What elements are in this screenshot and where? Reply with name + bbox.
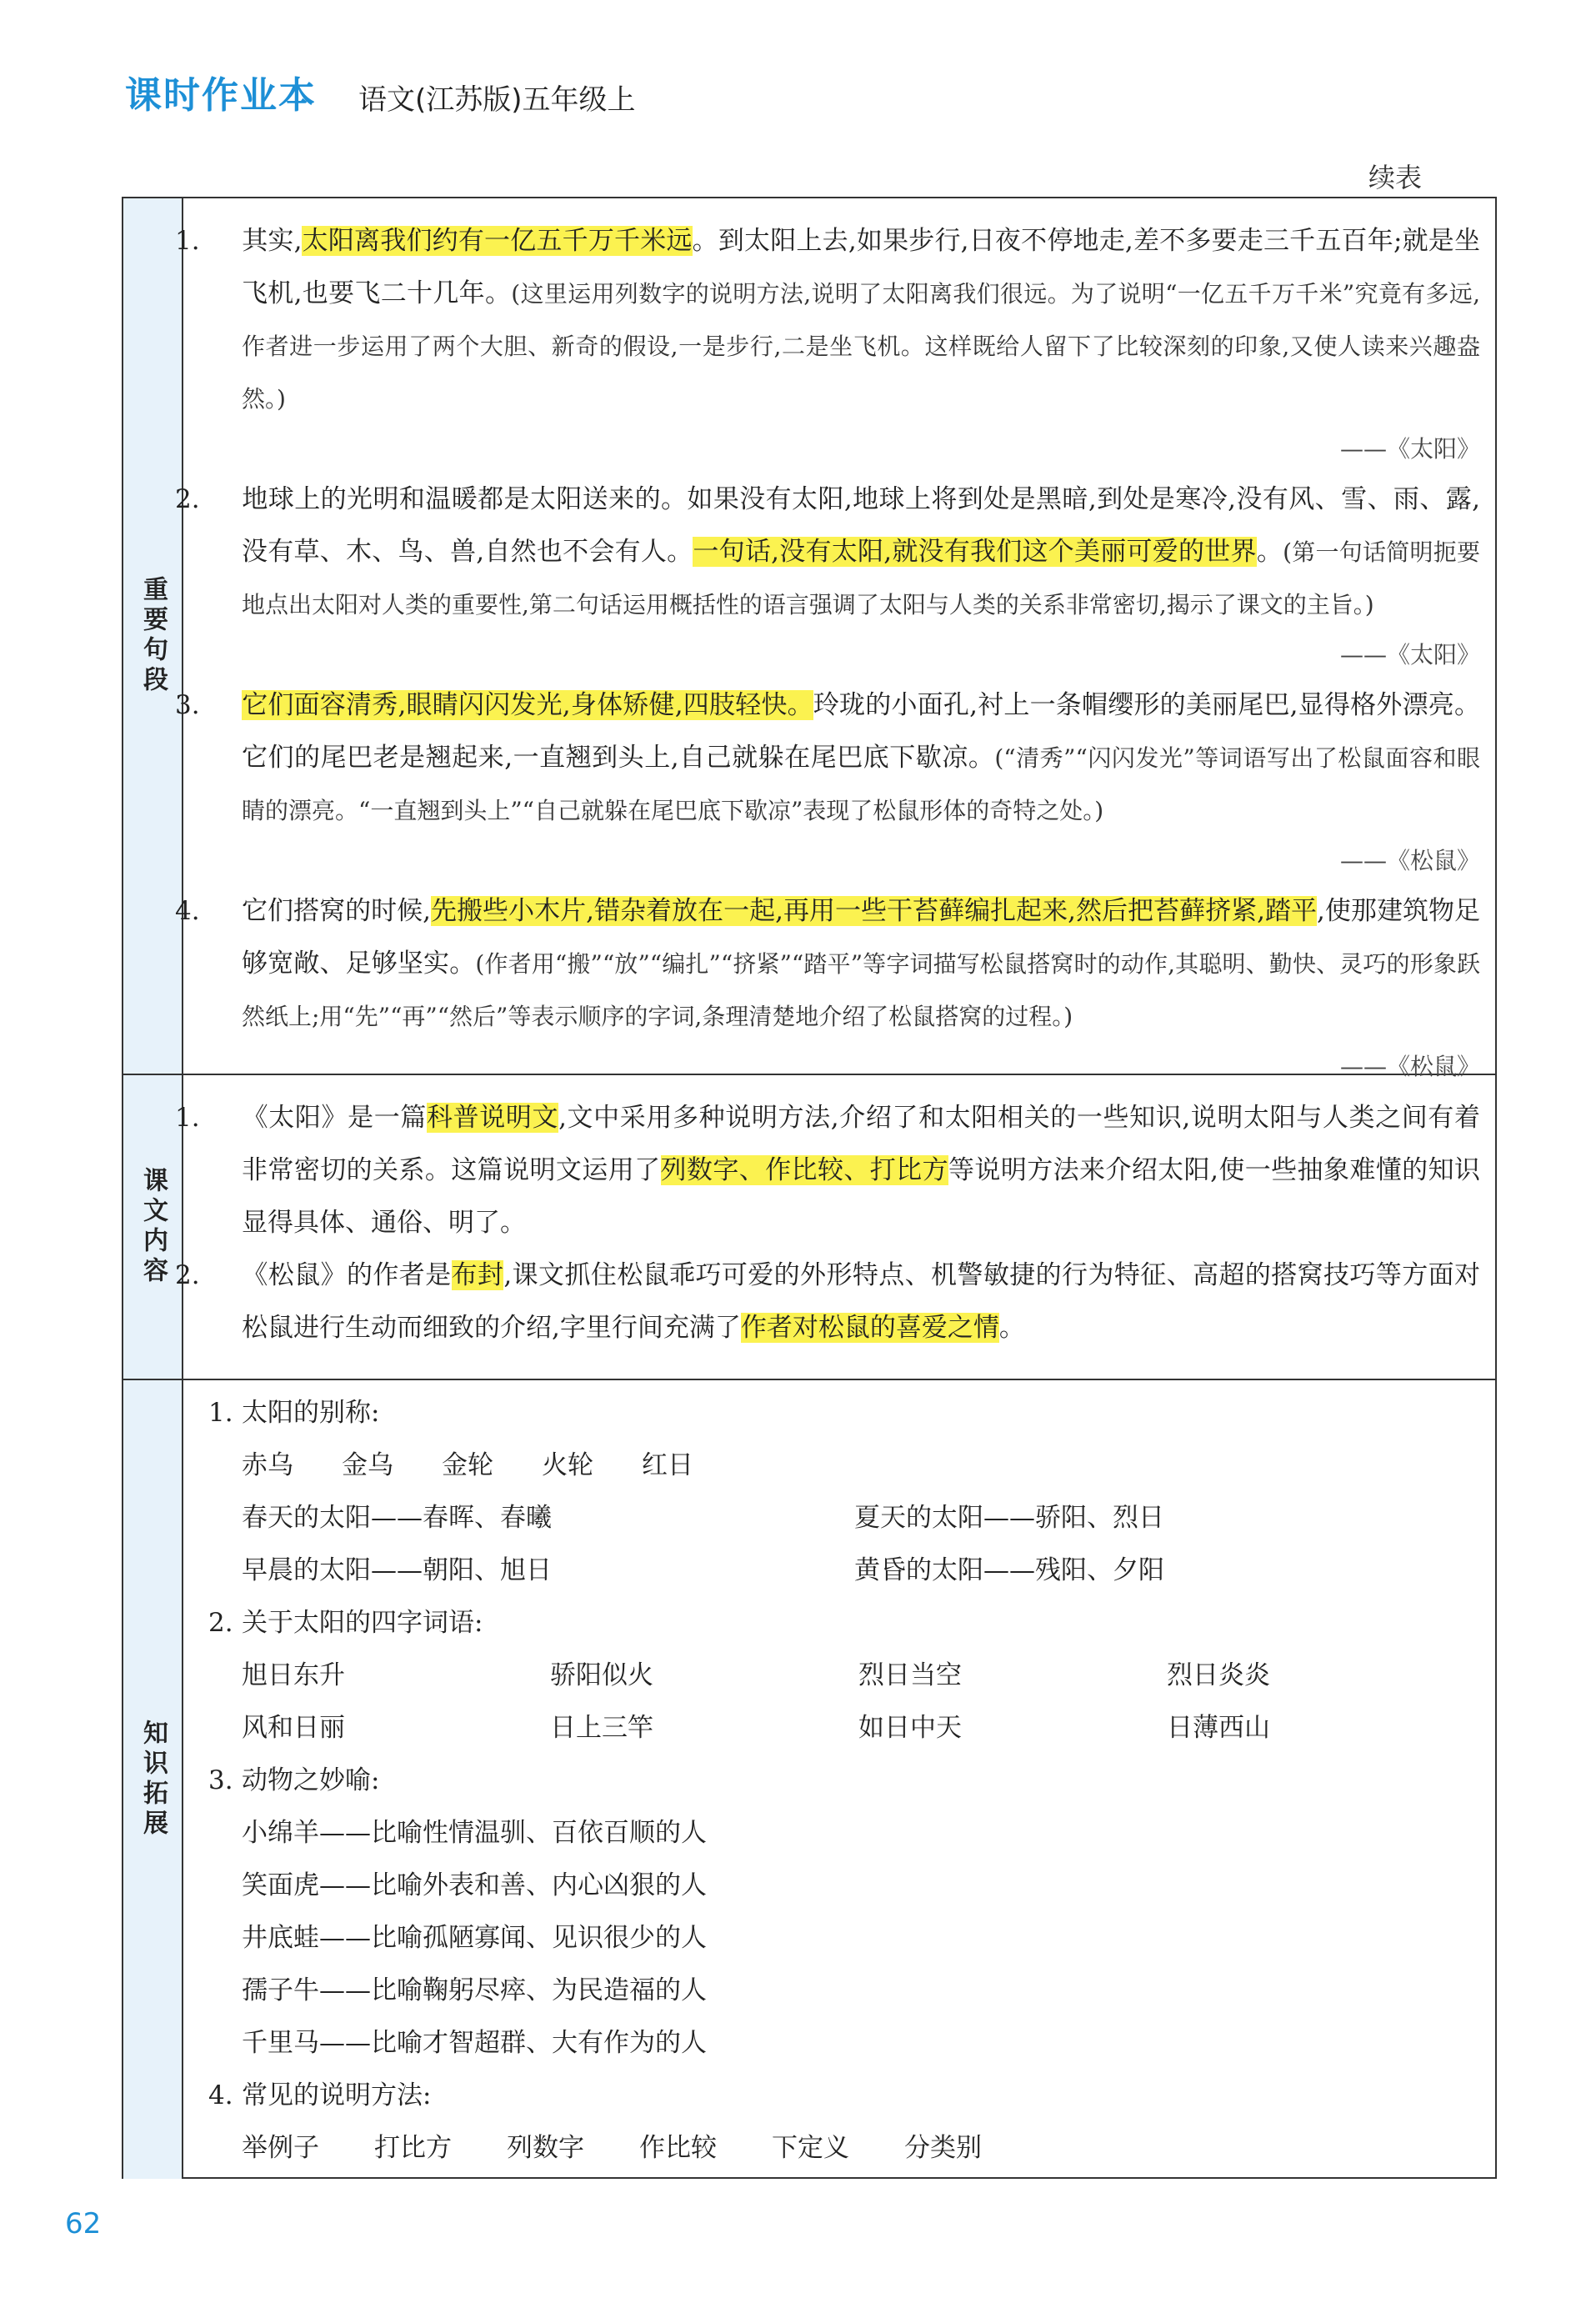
section-body — [175, 198, 1495, 1080]
group-title: 太阳的别称: — [242, 1398, 380, 1428]
section-label: 重要句段 — [123, 198, 183, 1074]
idiom: 烈日当空 — [858, 1660, 962, 1690]
item-text: 其实, — [242, 226, 303, 256]
idiom: 烈日炎炎 — [1167, 1660, 1270, 1690]
method-list — [208, 2122, 1480, 2175]
item-text: 玲珑的小面孔,衬上一条帽缨形的美丽尾巴,显得格外漂亮。它们的尾巴老是翘起来,一直翘到头上,自己就躲在尾巴底下歇凉。 — [242, 690, 1480, 773]
item-text: 。 — [1256, 537, 1283, 567]
list-item — [175, 679, 1480, 837]
item-text: 《松鼠》的作者是 — [242, 1260, 452, 1290]
item-number: 3. — [208, 1765, 233, 1795]
section-key-sentences — [123, 198, 1495, 1080]
highlighted-text: 列数字、作比较、打比方 — [660, 1155, 948, 1185]
method: 下定义 — [772, 2133, 849, 2163]
highlighted-text: 科普说明文 — [426, 1103, 559, 1133]
section-label: 课文内容 — [123, 1075, 183, 1379]
method: 作比较 — [639, 2133, 717, 2163]
highlighted-text: 作者对松鼠的喜爱之情 — [740, 1313, 999, 1343]
metaphor-line: 井底蛙——比喻孤陋寡闻、见识很少的人 — [242, 1923, 707, 1953]
metaphor-line: 小绵羊——比喻性情温驯、百依百顺的人 — [242, 1818, 707, 1848]
item-number: 4. — [208, 2080, 233, 2110]
item-text: 《太阳》是一篇 — [242, 1103, 427, 1133]
item-number: 1. — [208, 1398, 233, 1428]
item-text: ,使那建筑物足够宽敞、足够坚实。 — [242, 896, 1480, 979]
sun-name: 赤乌 — [242, 1450, 293, 1480]
list-item — [175, 1092, 1480, 1249]
highlighted-text: 布封 — [451, 1260, 504, 1290]
group-title: 常见的说明方法: — [242, 2080, 432, 2110]
section-label: 知识拓展 — [123, 1380, 183, 2179]
section-text-content — [123, 1075, 1495, 1380]
sun-pair: 春天的太阳——春晖、春曦 — [242, 1503, 552, 1533]
highlighted-text: 先搬些小木片,错杂着放在一起,再用一些干苔藓编扎起来,然后把苔藓挤紧,踏平 — [431, 896, 1318, 926]
item-note: (“清秀”“闪闪发光”等词语写出了松鼠面容和眼睛的漂亮。“一直翘到头上”“自己就躲在尾巴底下歇凉”表现了松鼠形体的奇特之处。) — [242, 744, 1480, 824]
sun-pairs — [208, 1492, 1480, 1597]
idiom: 日薄西山 — [1167, 1713, 1270, 1743]
item-text: ,文中采用多种说明方法,介绍了和太阳相关的一些知识,说明太阳与人类之间有着非常密切的关系。这篇说明文运用了 — [242, 1103, 1480, 1185]
idiom: 风和日丽 — [242, 1713, 345, 1743]
group-title: 动物之妙喻: — [242, 1765, 380, 1795]
method: 打比方 — [374, 2133, 452, 2163]
highlighted-text: 一句话,没有太阳,就没有我们这个美丽可爱的世界 — [693, 537, 1257, 567]
sun-name: 火轮 — [542, 1450, 593, 1480]
continued-label: 续表 — [1368, 162, 1423, 193]
sun-name: 红日 — [642, 1450, 693, 1480]
group-heading — [208, 1597, 1480, 1650]
list-item — [175, 473, 1480, 631]
item-source: ——《太阳》 — [1339, 435, 1480, 463]
item-note: (第一句话简明扼要地点出太阳对人类的重要性,第二句话运用概括性的语言强调了太阳与人类的关系非常密切,揭示了课文的主旨。) — [242, 538, 1480, 618]
sun-pair: 早晨的太阳——朝阳、旭日 — [242, 1555, 552, 1585]
group-heading — [208, 1755, 1480, 1807]
section-body — [175, 1075, 1495, 1379]
item-text: ,课文抓住松鼠乖巧可爱的外形特点、机警敏捷的行为特征、高超的搭窝技巧等方面对松鼠进行生动而细致的介绍,字里行间充满了 — [242, 1260, 1481, 1343]
book-subtitle: 语文(江苏版)五年级上 — [358, 83, 636, 117]
metaphor-line: 笑面虎——比喻外表和善、内心凶狠的人 — [242, 1870, 707, 1900]
sun-pair: 黄昏的太阳——残阳、夕阳 — [854, 1555, 1164, 1585]
item-number: 2. — [175, 1260, 200, 1290]
item-number: 1. — [175, 1103, 200, 1133]
section-knowledge — [123, 1380, 1495, 2179]
item-source: ——《松鼠》 — [1339, 847, 1480, 874]
item-number: 3. — [175, 690, 200, 720]
list-item — [175, 1249, 1481, 1354]
item-text: 地球上的光明和温暖都是太阳送来的。如果没有太阳,地球上将到处是黑暗,到处是寒冷,没有风、雪、雨、露,没有草、木、鸟、兽,自然也不会有人。 — [242, 484, 1480, 567]
item-number: 4. — [175, 896, 200, 926]
highlighted-text: 太阳离我们约有一亿五千万千米远 — [302, 226, 693, 256]
list-item — [175, 215, 1481, 425]
page-number: 62 — [65, 2207, 102, 2240]
idiom: 骄阳似火 — [550, 1660, 653, 1690]
method: 分类别 — [904, 2133, 982, 2163]
item-number: 1. — [175, 226, 200, 256]
item-text: 。 — [998, 1313, 1025, 1343]
highlighted-text: 它们面容清秀,眼睛闪闪发光,身体矫健,四肢轻快。 — [242, 690, 813, 720]
idiom: 日上三竿 — [550, 1713, 653, 1743]
section-body — [183, 1380, 1495, 2179]
item-text: 它们搭窝的时候, — [242, 896, 431, 926]
group-heading — [208, 2070, 1480, 2122]
item-text: 等说明方法来介绍太阳,使一些抽象难懂的知识显得具体、通俗、明了。 — [242, 1155, 1480, 1238]
item-source: ——《松鼠》 — [1339, 1053, 1480, 1080]
group-heading — [208, 1387, 1480, 1439]
sun-names — [208, 1439, 1480, 1492]
idiom: 旭日东升 — [242, 1660, 345, 1690]
item-text: 。到太阳上去,如果步行,日夜不停地走,差不多要走三千五百年;就是坐飞机,也要飞二十几年。 — [242, 226, 1480, 308]
sun-name: 金轮 — [442, 1450, 493, 1480]
idiom-grid — [208, 1650, 1480, 1755]
book-brand: 课时作业本 — [125, 74, 317, 117]
idiom: 如日中天 — [858, 1713, 962, 1743]
sun-name: 金乌 — [342, 1450, 393, 1480]
list-item — [175, 885, 1481, 1043]
item-note: (作者用“搬”“放”“编扎”“挤紧”“踏平”等字词描写松鼠搭窝时的动作,其聪明、勤快、灵巧的形象跃然纸上;用“先”“再”“然后”等表示顺序的字词,条理清楚地介绍了松鼠搭窝的过程。) — [242, 950, 1481, 1030]
method: 举例子 — [242, 2133, 319, 2163]
group-title: 关于太阳的四字词语: — [242, 1608, 483, 1638]
item-number: 2. — [208, 1608, 233, 1638]
metaphor-line: 千里马——比喻才智超群、大有作为的人 — [242, 2028, 707, 2058]
content-table — [122, 197, 1497, 2179]
item-source: ——《太阳》 — [1339, 641, 1480, 668]
method: 列数字 — [507, 2133, 584, 2163]
item-number: 2. — [175, 484, 200, 514]
item-note: (这里运用列数字的说明方法,说明了太阳离我们很远。为了说明“一亿五千万千米”究竟有多远,作者进一步运用了两个大胆、新奇的假设,一是步行,二是坐飞机。这样既给人留下了比较深刻的印象,又使人读来兴趣盎然。) — [242, 280, 1481, 413]
sun-pair: 夏天的太阳——骄阳、烈日 — [854, 1503, 1164, 1533]
metaphor-line: 孺子牛——比喻鞠躬尽瘁、为民造福的人 — [242, 1975, 707, 2005]
